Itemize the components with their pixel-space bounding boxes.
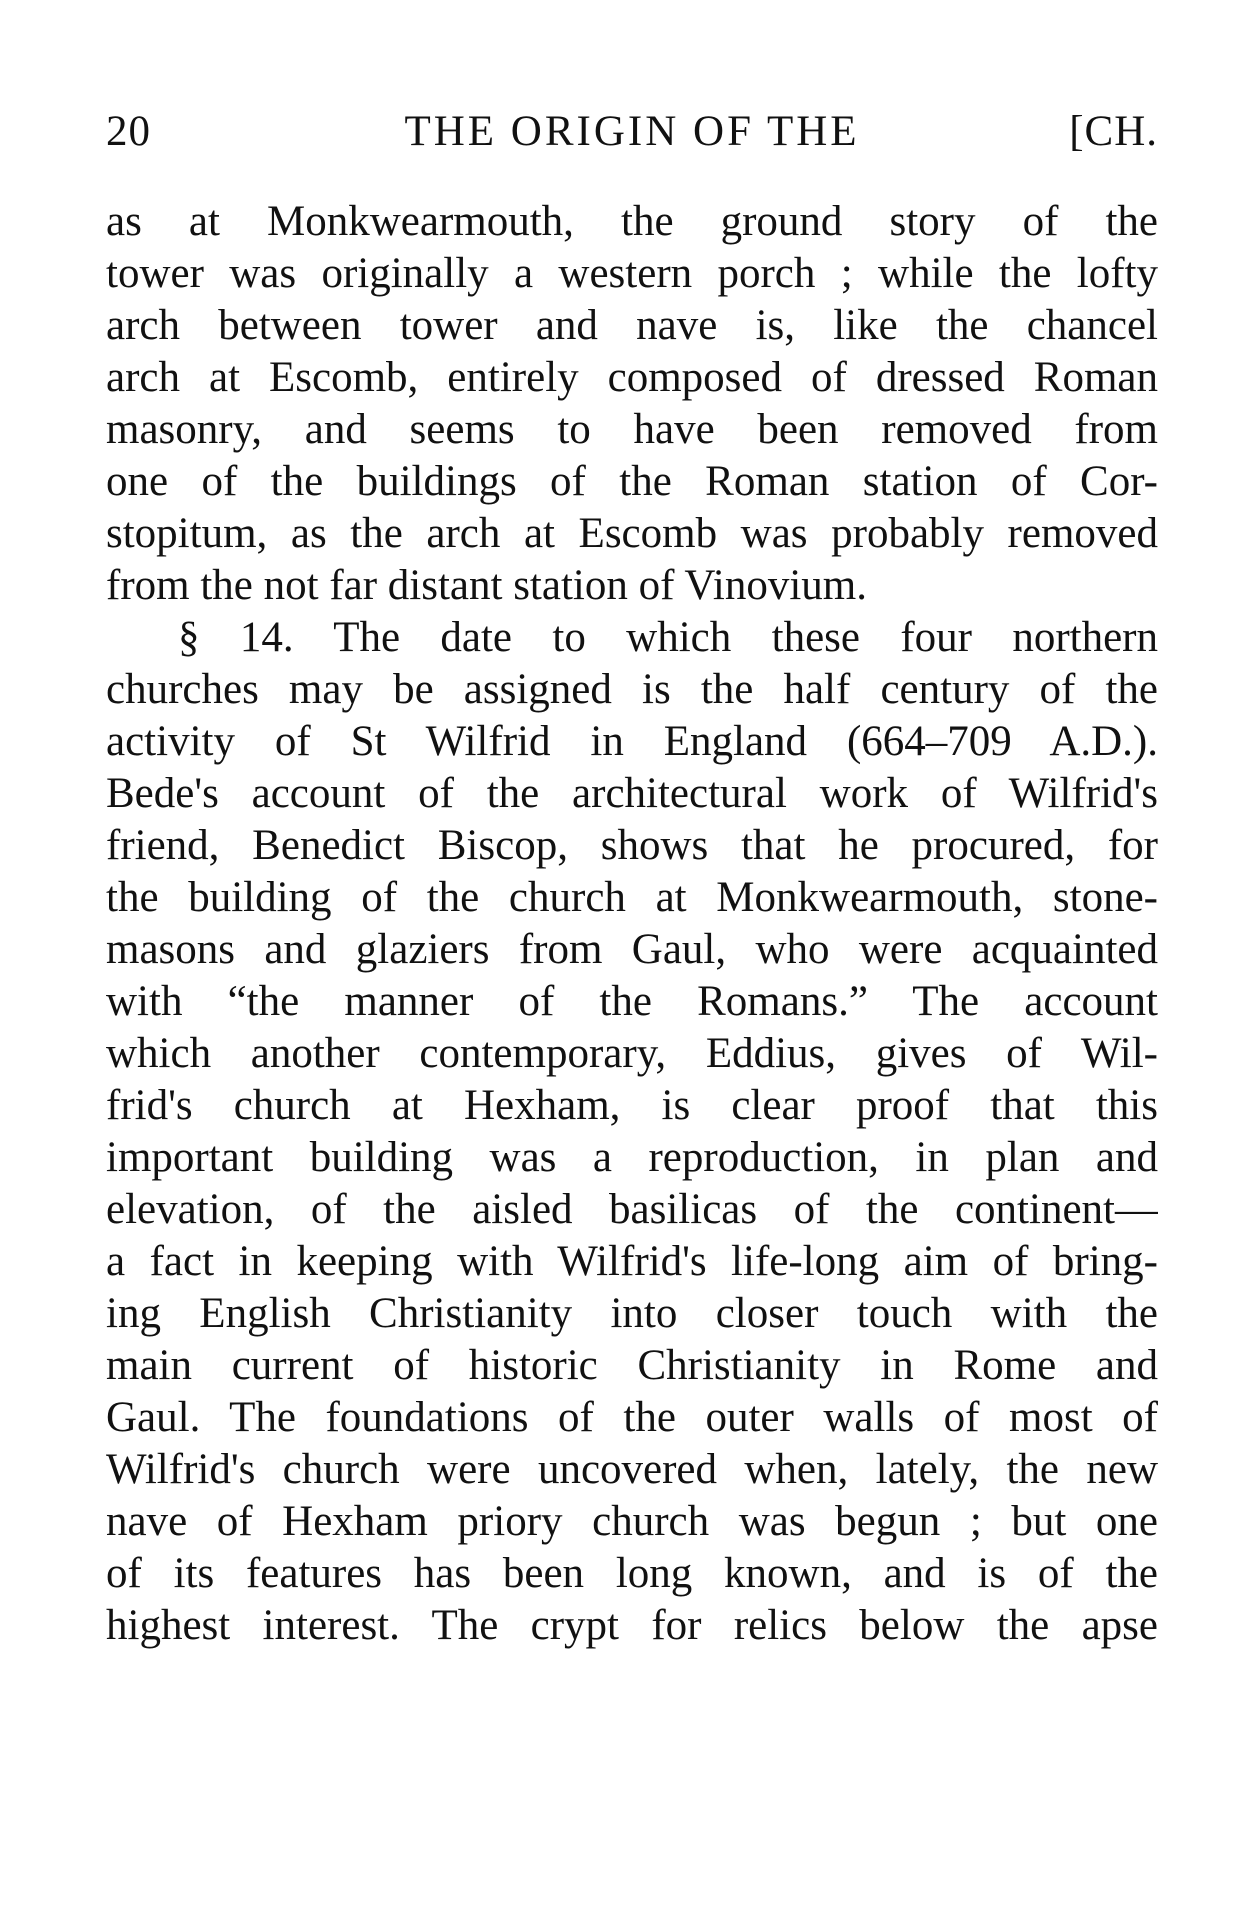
- text-line: masons and glaziers from Gaul, who were acquainted: [106, 926, 1158, 973]
- text-line: masonry, and seems to have been removed from: [106, 406, 1158, 453]
- text-line: main current of historic Christianity in Rome and: [106, 1342, 1158, 1389]
- page-number: 20: [106, 108, 151, 155]
- text-line: the building of the church at Monkwearmouth, stone-: [106, 874, 1158, 921]
- text-line: as at Monkwearmouth, the ground story of the: [106, 198, 1158, 245]
- text-line: nave of Hexham priory church was begun ; but one: [106, 1498, 1158, 1545]
- text-line: frid's church at Hexham, is clear proof that this: [106, 1082, 1158, 1129]
- text-line: ing English Christianity into closer touch with the: [106, 1290, 1158, 1337]
- text-line: of its features has been long known, and is of the: [106, 1550, 1158, 1597]
- text-line: which another contemporary, Eddius, gives of Wil-: [106, 1030, 1158, 1077]
- paragraph-end-line: from the not far distant station of Vinovium.: [106, 562, 867, 609]
- running-head: THE ORIGIN OF THE: [404, 108, 860, 155]
- text-line: one of the buildings of the Roman station of Cor-: [106, 458, 1158, 505]
- text-line: with “the manner of the Romans.” The account: [106, 978, 1158, 1025]
- body-text: [106, 196, 1158, 1652]
- chapter-mark: [CH.: [1069, 108, 1158, 155]
- text-line: churches may be assigned is the half century of the: [106, 666, 1158, 713]
- text-line: arch between tower and nave is, like the chancel: [106, 302, 1158, 349]
- text-line: elevation, of the aisled basilicas of the continent—: [106, 1186, 1158, 1233]
- text-line: important building was a reproduction, in plan and: [106, 1134, 1158, 1181]
- text-line: Bede's account of the architectural work of Wilfrid's: [106, 770, 1158, 817]
- text-line: a fact in keeping with Wilfrid's life-long aim of bring-: [106, 1238, 1158, 1285]
- page-header: [106, 104, 1158, 160]
- text-line: friend, Benedict Biscop, shows that he procured, for: [106, 822, 1158, 869]
- text-line: activity of St Wilfrid in England (664–709 A.D.).: [106, 718, 1158, 765]
- section-start-line: § 14. The date to which these four northern: [178, 614, 1158, 661]
- text-line: arch at Escomb, entirely composed of dressed Roman: [106, 354, 1158, 401]
- text-line: tower was originally a western porch ; while the lofty: [106, 250, 1158, 297]
- text-line: Wilfrid's church were uncovered when, lately, the new: [106, 1446, 1158, 1493]
- text-line: highest interest. The crypt for relics below the apse: [106, 1602, 1158, 1649]
- text-line: Gaul. The foundations of the outer walls of most of: [106, 1394, 1158, 1441]
- text-line: stopitum, as the arch at Escomb was probably removed: [106, 510, 1158, 557]
